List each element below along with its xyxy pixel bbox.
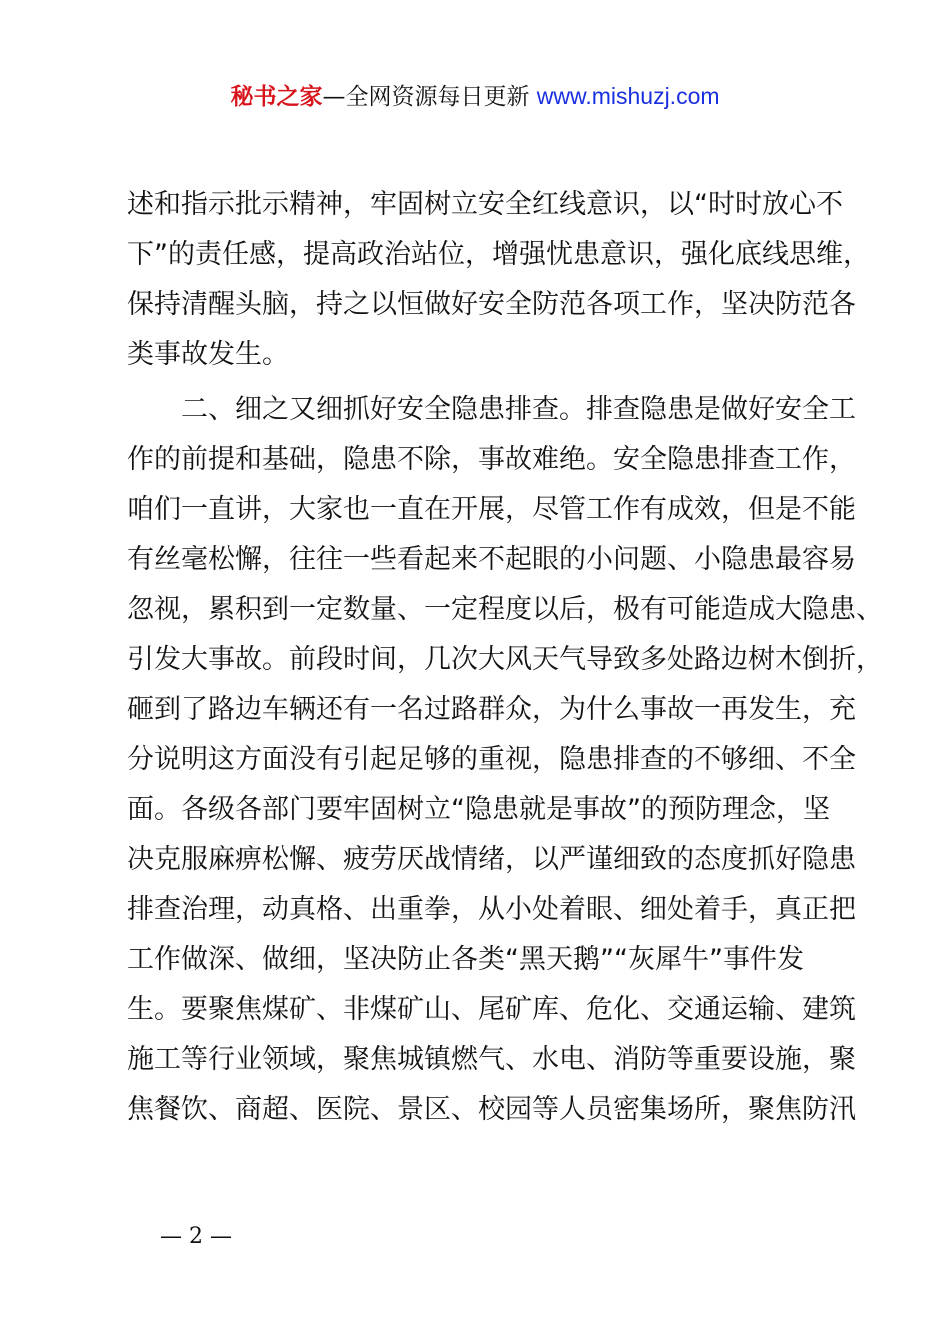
brand-name: 秘书之家 — [230, 84, 323, 110]
text-line: 类事故发生。 — [127, 339, 289, 370]
text-line: 决克服麻痹松懈、疲劳厌战情绪，以严谨细致的态度抓好隐患 — [127, 844, 856, 875]
text-line: 面。各级各部门要牢固树立“隐患就是事故”的预防理念，坚 — [127, 794, 830, 825]
text-line: 分说明这方面没有引起足够的重视，隐患排查的不够细、不全 — [127, 744, 856, 775]
text-line: 焦餐饮、商超、医院、景区、校园等人员密集场所，聚焦防汛 — [127, 1094, 856, 1125]
header-tagline: —全网资源每日更新 — [322, 84, 530, 110]
text-line: 作的前提和基础，隐患不除，事故难绝。安全隐患排查工作， — [127, 444, 856, 475]
document-body — [127, 180, 883, 1135]
text-line: 下”的责任感，提高政治站位，增强忧患意识，强化底线思维， — [127, 239, 870, 270]
text-line: 述和指示批示精神，牢固树立安全红线意识，以“时时放心不 — [127, 189, 843, 220]
text-line: 砸到了路边车辆还有一名过路群众，为什么事故一再发生，充 — [127, 694, 856, 725]
text-line: 有丝毫松懈，往往一些看起来不起眼的小问题、小隐患最容易 — [127, 544, 856, 575]
text-line: 保持清醒头脑，持之以恒做好安全防范各项工作，坚决防范各 — [127, 289, 856, 320]
page-number: — 2 — — [160, 1224, 232, 1249]
text-line: 工作做深、做细，坚决防止各类“黑天鹅”“灰犀牛”事件发 — [127, 944, 804, 975]
text-line: 排查治理，动真格、出重拳，从小处着眼、细处着手，真正把 — [127, 894, 856, 925]
text-line: 二、细之又细抓好安全隐患排查。排查隐患是做好安全工 — [127, 394, 856, 425]
text-line: 咱们一直讲，大家也一直在开展，尽管工作有成效，但是不能 — [127, 494, 856, 525]
text-line: 施工等行业领域，聚焦城镇燃气、水电、消防等重要设施，聚 — [127, 1044, 856, 1075]
site-url-link[interactable]: www.mishuzj.com — [536, 83, 720, 109]
text-line: 忽视，累积到一定数量、一定程度以后，极有可能造成大隐患、 — [127, 594, 883, 625]
site-header — [0, 80, 950, 113]
text-line: 引发大事故。前段时间，几次大风天气导致多处路边树木倒折， — [127, 644, 883, 675]
text-line: 生。要聚焦煤矿、非煤矿山、尾矿库、危化、交通运输、建筑 — [127, 994, 856, 1025]
paragraph-2 — [127, 385, 883, 1135]
paragraph-1 — [127, 180, 870, 380]
